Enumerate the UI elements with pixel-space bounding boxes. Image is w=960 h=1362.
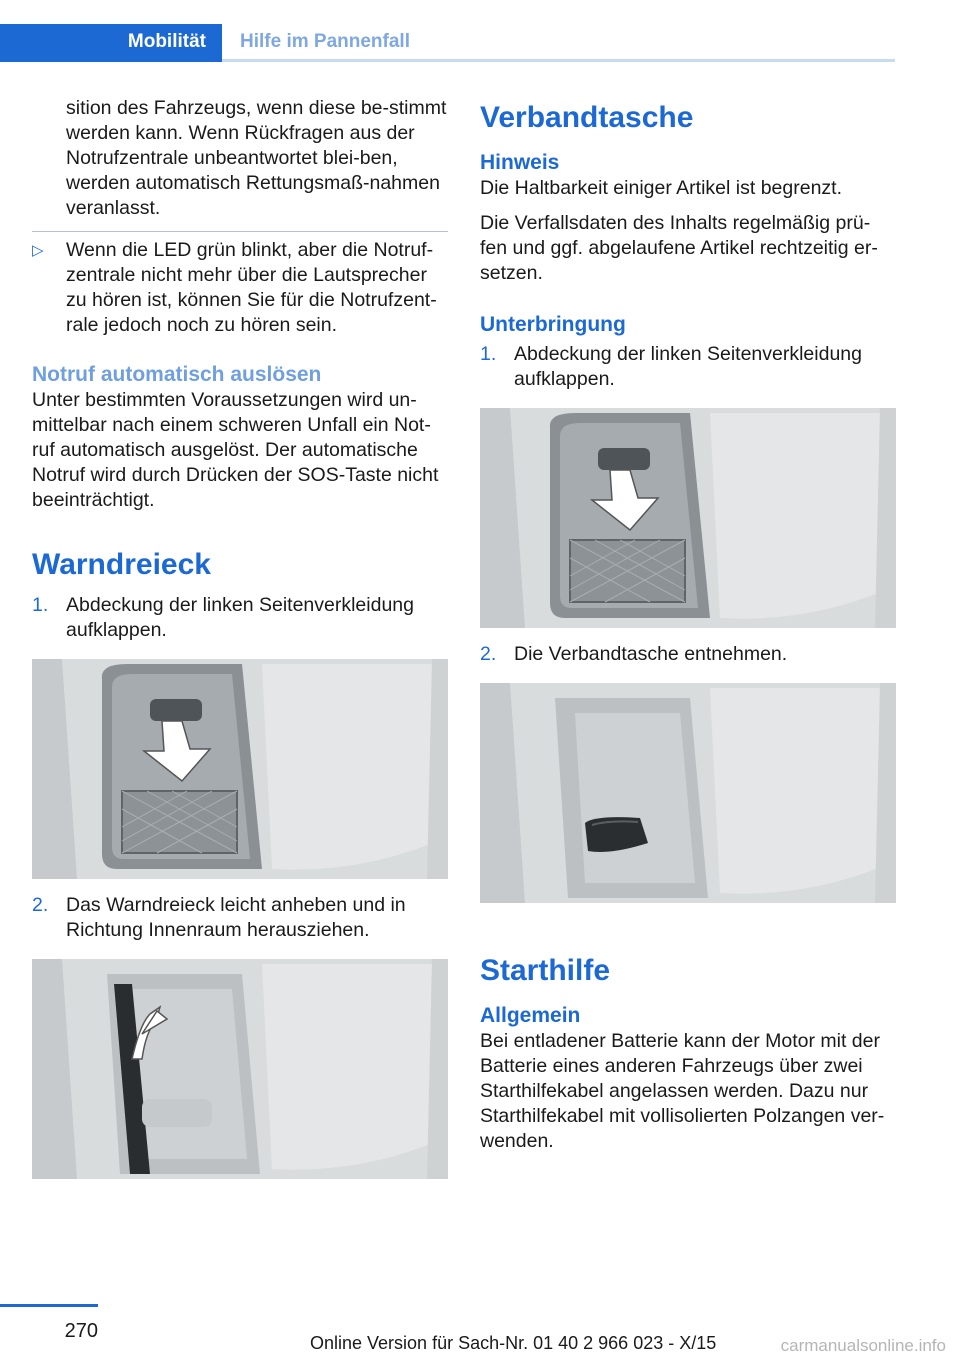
trunk-cover-illustration <box>32 659 448 879</box>
triangle-bullet-icon: ▷ <box>32 242 44 259</box>
page-number: 270 <box>64 1320 98 1342</box>
jump-start-title: Starthilfe <box>480 954 611 987</box>
divider <box>32 231 448 232</box>
figure-warning-triangle <box>32 959 448 1179</box>
header-rule <box>222 59 895 62</box>
warning-triangle-illustration <box>32 959 448 1179</box>
step-number: 2. <box>32 894 49 916</box>
first-aid-kit-title: Verbandtasche <box>480 101 694 134</box>
left-column <box>32 96 448 1179</box>
kit-step-1 <box>480 342 896 392</box>
kit-step-2 <box>480 642 896 667</box>
auto-call-paragraph: Unter bestimmten Voraussetzungen wird un-mittelbar nach einem schweren Unfall ein Not-ruf automatisch ausgelöst. Der automatische Notruf wird durch Drücken der SOS-Taste nicht beeinträchtigt. <box>32 389 439 511</box>
figure-kit-cover-open <box>480 408 896 628</box>
general-heading: Allgemein <box>480 1004 581 1027</box>
continued-paragraph: sition des Fahrzeugs, wenn diese be-stimmt werden kann. Wenn Rückfragen aus der Notrufzentrale unbeantwortet blei-ben, werden automatisch Rettungsmaß-nahmen veranlasst. <box>66 97 447 219</box>
section-label: Hilfe im Pannenfall <box>240 31 410 52</box>
right-column <box>480 96 896 1154</box>
note-paragraph-1: Die Haltbarkeit einiger Artikel ist begrenzt. <box>480 177 842 199</box>
chapter-label: Mobilität <box>127 31 206 52</box>
watermark: carmanualsonline.info <box>780 1336 946 1355</box>
page-number-bar <box>0 1304 98 1307</box>
first-aid-bag-illustration <box>480 683 896 903</box>
page-header <box>0 24 895 62</box>
step-number: 2. <box>480 643 497 665</box>
edition-note: Online Version für Sach-Nr. 01 40 2 966 023 - X/15 <box>310 1333 717 1353</box>
bullet-text: Wenn die LED grün blinkt, aber die Notruf-zentrale nicht mehr über die Lautsprecher zu hören ist, können Sie für die Notrufzent-rale jedoch noch zu hören sein. <box>66 239 437 336</box>
bullet-item <box>32 238 448 338</box>
chapter-tab <box>0 24 222 62</box>
note-paragraph-2: Die Verfallsdaten des Inhalts regelmäßig prü-fen und ggf. abgelaufene Artikel rechtzeitig er-setzen. <box>480 212 878 284</box>
step-text: Abdeckung der linken Seitenverkleidung aufklappen. <box>514 343 862 390</box>
step-number: 1. <box>32 594 49 616</box>
trunk-cover-illustration <box>480 408 896 628</box>
warn-step-2 <box>32 893 448 943</box>
warn-step-1 <box>32 593 448 643</box>
figure-kit-bag <box>480 683 896 903</box>
step-text: Das Warndreieck leicht anheben und in Richtung Innenraum herausziehen. <box>66 894 406 941</box>
storage-heading: Unterbringung <box>480 313 626 336</box>
step-text: Die Verbandtasche entnehmen. <box>514 643 788 665</box>
note-heading: Hinweis <box>480 151 560 174</box>
general-paragraph: Bei entladener Batterie kann der Motor mit der Batterie eines anderen Fahrzeugs über zwei Starthilfekabel angelassen werden. Dazu nur Starthilfekabel mit vollisolierten Polzangen ver-wenden. <box>480 1030 885 1152</box>
step-number: 1. <box>480 343 497 365</box>
warning-triangle-title: Warndreieck <box>32 548 211 581</box>
step-text: Abdeckung der linken Seitenverkleidung aufklappen. <box>66 594 414 641</box>
auto-call-heading: Notruf automatisch auslösen <box>32 363 322 386</box>
figure-cover-open <box>32 659 448 879</box>
